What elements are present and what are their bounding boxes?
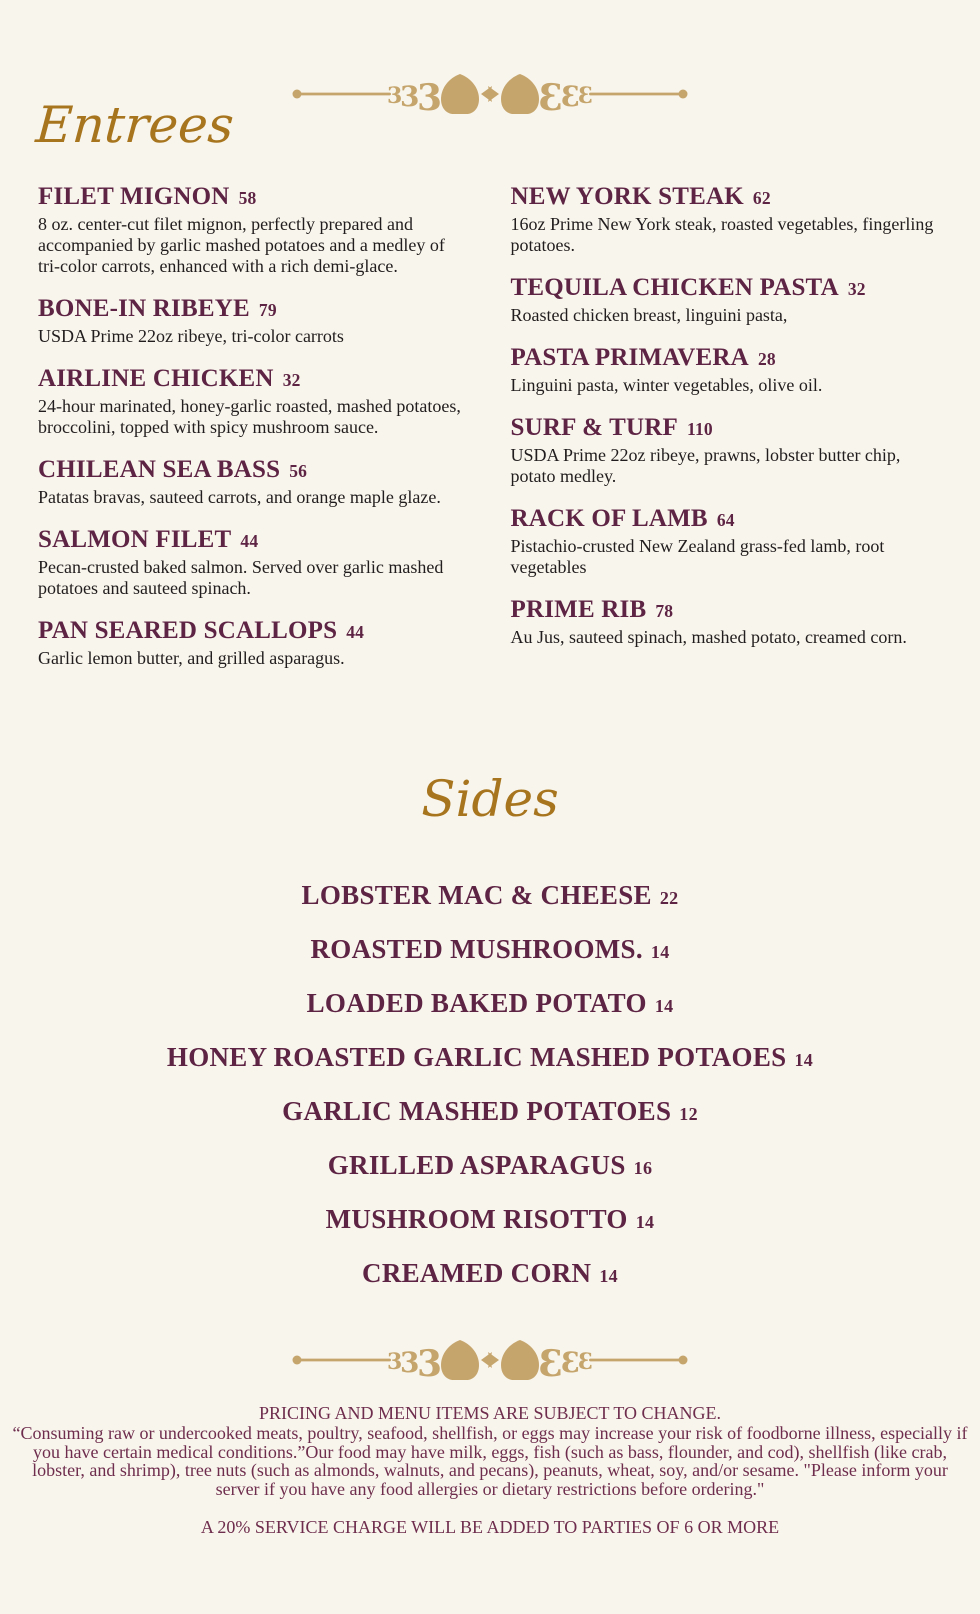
- item-title: [511, 183, 943, 210]
- side-price: 22: [659, 888, 679, 908]
- footer: [12, 1404, 968, 1537]
- side-price: 14: [654, 996, 674, 1016]
- entrees-left-column: [38, 183, 470, 687]
- side-name: GARLIC MASHED POTATOES: [282, 1096, 672, 1126]
- item-name: NEW YORK STEAK: [510, 183, 744, 210]
- side-name: MUSHROOM RISOTTO: [325, 1204, 628, 1234]
- menu-item-rack-of-lamb: [511, 505, 943, 578]
- service-charge-note: A 20% SERVICE CHARGE WILL BE ADDED TO PARTIES OF 6 OR MORE: [200, 1517, 780, 1537]
- side-name: GRILLED ASPARAGUS: [327, 1150, 626, 1180]
- item-title: [511, 414, 943, 441]
- item-price: 32: [847, 279, 866, 299]
- entrees-right-column: [511, 183, 943, 687]
- item-description: 8 oz. center-cut filet mignon, perfectly prepared and accompanied by garlic mashed potatoes and a medley of tri-color carrots, enhanced with a rich demi-glace.: [38, 214, 445, 276]
- item-description: Au Jus, sauteed spinach, mashed potato, creamed corn.: [510, 627, 907, 647]
- side-item-creamed-corn: [0, 1258, 980, 1291]
- item-title: [38, 295, 470, 322]
- item-price: 79: [258, 300, 277, 320]
- menu-item-prime-rib: [511, 596, 943, 648]
- item-description: USDA Prime 22oz ribeye, prawns, lobster butter chip, potato medley.: [510, 445, 901, 486]
- item-title: [38, 456, 470, 483]
- item-price: 32: [282, 370, 301, 390]
- item-price: 64: [716, 510, 735, 530]
- side-name: CREAMED CORN: [362, 1258, 592, 1288]
- item-title: [511, 344, 943, 371]
- item-name: PASTA PRIMAVERA: [510, 344, 749, 371]
- item-description: Roasted chicken breast, linguini pasta,: [510, 305, 788, 325]
- side-price: 12: [679, 1104, 698, 1124]
- item-price: 56: [289, 461, 308, 481]
- item-name: SURF & TURF: [510, 414, 678, 441]
- item-description: Garlic lemon butter, and grilled asparagus.: [38, 648, 345, 668]
- item-price: 58: [238, 188, 257, 208]
- item-title: [38, 365, 470, 392]
- item-title: [511, 505, 943, 532]
- item-name: AIRLINE CHICKEN: [38, 365, 274, 392]
- side-item-honey-roasted-garlic-mashed-potatoes: [0, 1042, 980, 1075]
- side-price: 14: [599, 1266, 618, 1286]
- menu-item-pasta-primavera: [511, 344, 943, 396]
- item-name: SALMON FILET: [38, 526, 232, 553]
- pricing-notice: PRICING AND MENU ITEMS ARE SUBJECT TO CHANGE.: [258, 1403, 722, 1423]
- item-price: 44: [346, 622, 365, 642]
- item-name: CHILEAN SEA BASS: [38, 456, 281, 483]
- item-title: [511, 596, 943, 623]
- side-item-garlic-mashed-potatoes: [0, 1096, 980, 1129]
- side-item-lobster-mac-and-cheese: [0, 880, 980, 913]
- sides-heading: Sides: [421, 770, 559, 828]
- menu-item-tequila-chicken-pasta: [511, 274, 943, 326]
- entrees-columns: [38, 183, 942, 687]
- item-description: USDA Prime 22oz ribeye, tri-color carrots: [38, 326, 344, 346]
- item-name: PAN SEARED SCALLOPS: [38, 617, 338, 644]
- item-price: 62: [752, 188, 771, 208]
- item-description: Patatas bravas, sauteed carrots, and orange maple glaze.: [38, 487, 441, 507]
- item-name: PRIME RIB: [510, 596, 647, 623]
- menu-item-chilean-sea-bass: [38, 456, 470, 508]
- item-name: TEQUILA CHICKEN PASTA: [510, 274, 839, 301]
- menu-item-bone-in-ribeye: [38, 295, 470, 347]
- menu-item-airline-chicken: [38, 365, 470, 438]
- side-name: HONEY ROASTED GARLIC MASHED POTAOES: [166, 1042, 787, 1072]
- menu-item-pan-seared-scallops: [38, 617, 470, 669]
- side-price: 14: [650, 942, 670, 962]
- item-title: [511, 274, 943, 301]
- side-item-mushroom-risotto: [0, 1204, 980, 1237]
- item-name: FILET MIGNON: [38, 183, 230, 210]
- item-price: 110: [686, 419, 713, 439]
- item-title: [38, 617, 470, 644]
- item-description: 24-hour marinated, honey-garlic roasted, mashed potatoes, broccolini, topped with spicy mushroom sauce.: [38, 396, 461, 437]
- item-title: [38, 526, 470, 553]
- item-title: [38, 183, 470, 210]
- side-name: LOADED BAKED POTATO: [306, 988, 647, 1018]
- side-item-loaded-baked-potato: [0, 988, 980, 1021]
- menu-item-filet-mignon: [38, 183, 470, 277]
- menu-item-surf-and-turf: [511, 414, 943, 487]
- side-name: LOBSTER MAC & CHEESE: [301, 880, 652, 910]
- side-price: 16: [633, 1158, 653, 1178]
- item-description: Linguini pasta, winter vegetables, olive oil.: [510, 375, 823, 395]
- allergy-disclaimer: “Consuming raw or undercooked meats, poultry, seafood, shellfish, or eggs may increase your risk of foodborne illness, especially if you have certain medical conditions.”Our food may have milk, eggs, fish (such as bass, flounder, and cod), shellfish (like crab, lobster, and shrimp), tree nuts (such as almonds, walnuts, and pecans), peanuts, wheat, soy, and/or sesame. "Please inform your server if you have any food allergies or dietary restrictions before ordering.": [12, 1423, 968, 1499]
- item-price: 78: [655, 601, 674, 621]
- sides-list: [0, 880, 980, 1312]
- menu-item-salmon-filet: [38, 526, 470, 599]
- item-price: 28: [757, 349, 776, 369]
- side-price: 14: [794, 1050, 814, 1070]
- item-description: Pecan-crusted baked salmon. Served over garlic mashed potatoes and sauteed spinach.: [38, 557, 444, 598]
- side-price: 14: [635, 1212, 655, 1232]
- item-price: 44: [240, 531, 259, 551]
- entrees-heading: Entrees: [34, 96, 236, 154]
- menu-item-new-york-steak: [511, 183, 943, 256]
- item-name: RACK OF LAMB: [510, 505, 708, 532]
- item-name: BONE-IN RIBEYE: [38, 295, 250, 322]
- ornament-divider-icon: [290, 72, 690, 116]
- item-description: Pistachio-crusted New Zealand grass-fed lamb, root vegetables: [510, 536, 885, 577]
- side-item-roasted-mushrooms: [0, 934, 980, 967]
- side-item-grilled-asparagus: [0, 1150, 980, 1183]
- item-description: 16oz Prime New York steak, roasted vegetables, fingerling potatoes.: [510, 214, 934, 255]
- ornament-divider-icon: [290, 1338, 690, 1382]
- side-name: ROASTED MUSHROOMS.: [310, 934, 643, 964]
